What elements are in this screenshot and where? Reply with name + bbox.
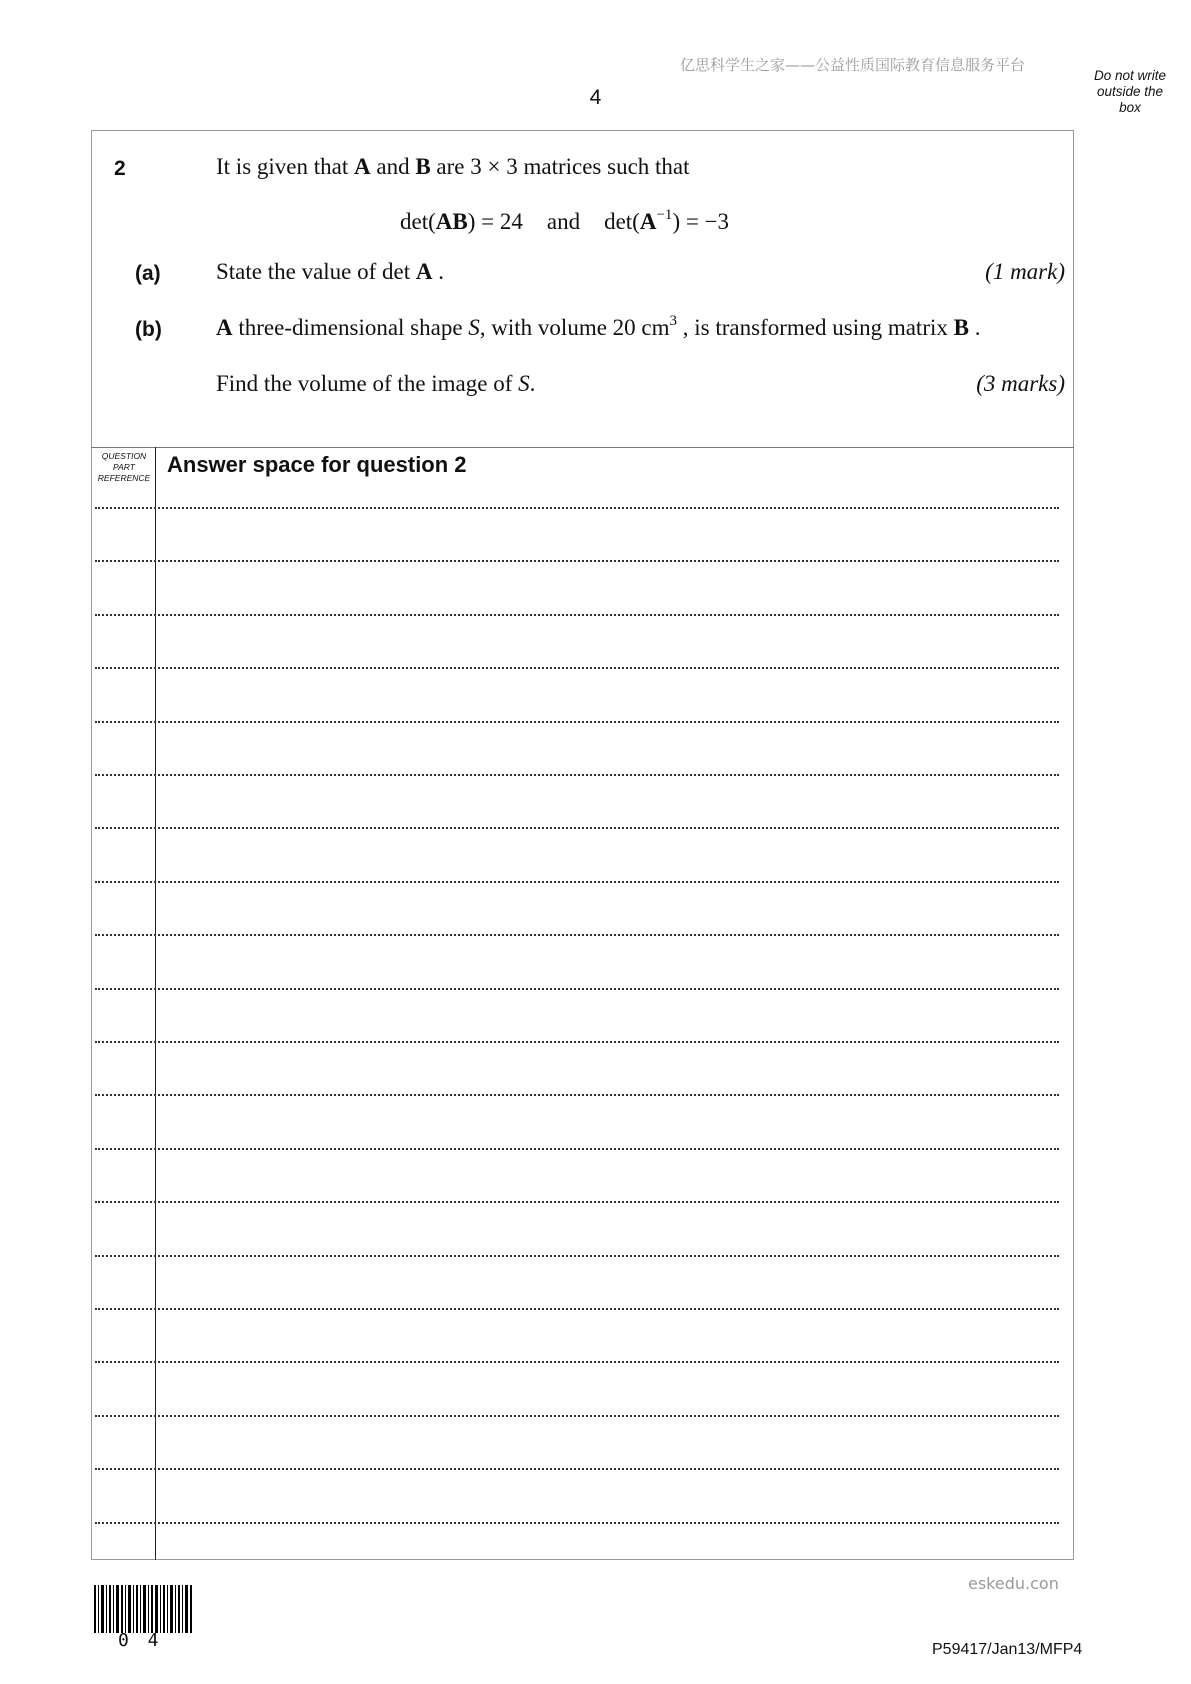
part-b-marks: (3 marks) — [976, 371, 1065, 396]
answer-line[interactable] — [95, 1255, 1059, 1257]
answer-line[interactable] — [95, 667, 1059, 669]
part-a-label: (a) — [135, 262, 161, 285]
answer-space-title: Answer space for question 2 — [167, 452, 467, 477]
answer-line[interactable] — [95, 881, 1059, 883]
margin-note-line: outside the — [1096, 84, 1164, 99]
answer-line[interactable] — [95, 507, 1059, 509]
answer-line[interactable] — [95, 614, 1059, 616]
answer-line[interactable] — [95, 1468, 1059, 1470]
answer-line[interactable] — [95, 1361, 1059, 1363]
site-watermark: eskedu.con — [968, 1574, 1059, 1593]
ref-label-line: QUESTION — [101, 451, 147, 461]
ref-label-line: REFERENCE — [97, 473, 151, 483]
answer-line[interactable] — [95, 560, 1059, 562]
page-number: 4 — [589, 86, 602, 109]
answer-divider — [91, 447, 1074, 448]
margin-note-line: box — [1119, 100, 1141, 115]
question-intro: It is given that A and B are 3 × 3 matrices such that — [216, 154, 690, 179]
answer-line[interactable] — [95, 1041, 1059, 1043]
answer-line[interactable] — [95, 1308, 1059, 1310]
answer-line[interactable] — [95, 774, 1059, 776]
answer-line[interactable] — [95, 988, 1059, 990]
part-a-marks: (1 mark) — [985, 259, 1065, 284]
question-part-reference-label — [93, 451, 155, 484]
part-a-text: State the value of det A . — [216, 259, 445, 284]
part-b-text: A three-dimensional shape S, with volume 20 $cm^3$ , is transformed using matrix B . — [216, 313, 981, 340]
answer-line[interactable] — [95, 827, 1059, 829]
answer-line[interactable] — [95, 1094, 1059, 1096]
barcode-icon — [94, 1585, 194, 1633]
answer-line[interactable] — [95, 1415, 1059, 1417]
part-b-label: (b) — [135, 318, 162, 341]
answer-line[interactable] — [95, 934, 1059, 936]
question-frame — [91, 130, 1074, 1560]
paper-code: P59417/Jan13/MFP4 — [932, 1641, 1083, 1658]
answer-line[interactable] — [95, 1522, 1059, 1524]
ref-label-line: PART — [113, 462, 135, 472]
question-number: 2 — [114, 157, 126, 180]
part-b-text-2: Find the volume of the image of S. — [216, 371, 536, 396]
margin-note-line: Do not write — [1093, 68, 1167, 83]
watermark-text: 亿思科学生之家——公益性质国际教育信息服务平台 — [680, 56, 1026, 74]
margin-note — [1080, 68, 1180, 116]
answer-line[interactable] — [95, 721, 1059, 723]
answer-line[interactable] — [95, 1148, 1059, 1150]
barcode-digits: 0 4 — [118, 1630, 163, 1651]
question-equation: det(AB) = 24 and $\det(A^{-1}) = -3$ — [400, 207, 730, 234]
answer-line[interactable] — [95, 1201, 1059, 1203]
